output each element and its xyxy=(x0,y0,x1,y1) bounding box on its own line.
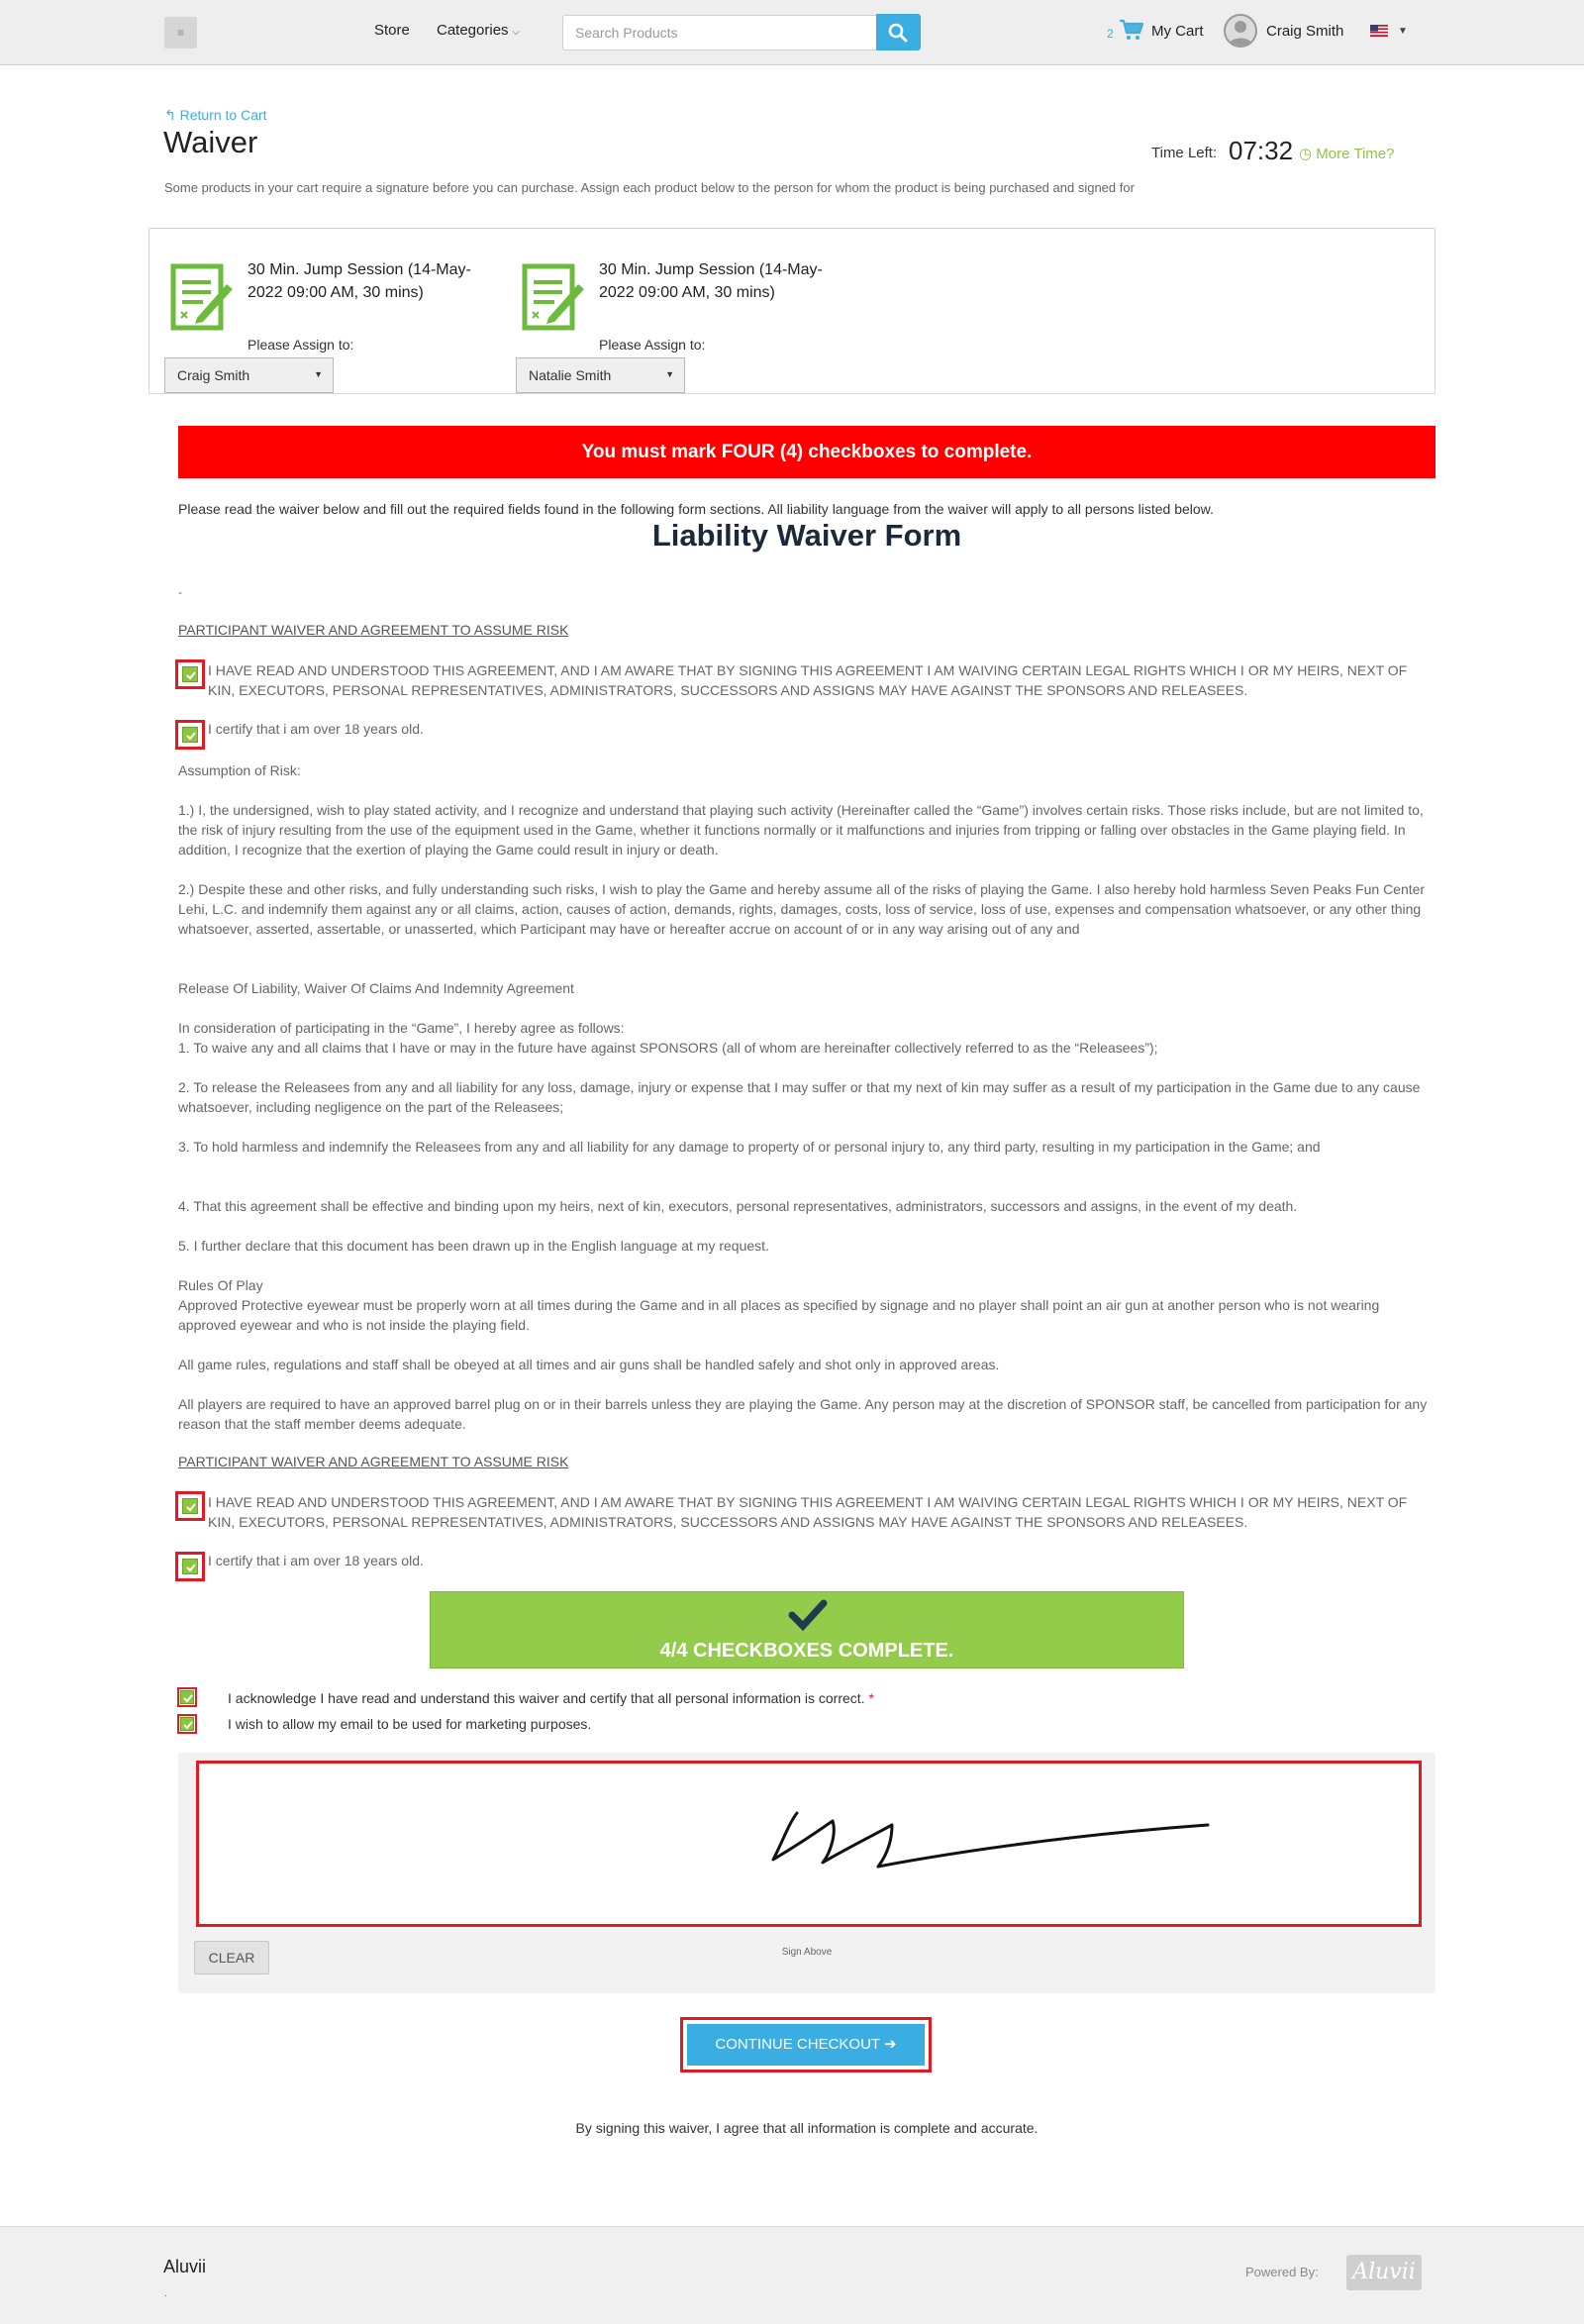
form-title: Liability Waiver Form xyxy=(651,518,962,553)
sign-above-label: Sign Above xyxy=(781,1947,833,1958)
search-input[interactable] xyxy=(562,15,877,51)
age-checkbox-1[interactable] xyxy=(175,720,205,750)
more-time-link[interactable] xyxy=(1299,145,1394,162)
waiver-paragraph-1: 1.) I, the undersigned, wish to play stated activity, and I recognize and understand that playing such activity (Hereinafter called the “Game”) involves certain risks. Those risks include, but are not limited to, the risk of injury resulting from the use of the equipment used in the Game, whether it functions normally or it malfunctions and injuries from tripping or falling over obstacles in the Game playing field. In addition, I recognize that the exertion of playing the Game could result in injury or death. xyxy=(178,802,1424,858)
site-footer xyxy=(0,2226,1584,2324)
assignee-select[interactable] xyxy=(164,357,334,393)
check-icon xyxy=(185,1501,197,1513)
waiver-item-3: 3. To hold harmless and indemnify the Releasees from any and all liability for any damage to property of or personal injury to, any third party, resulting in my participation in the Game; and xyxy=(178,1139,1321,1155)
rules-paragraph-1: Approved Protective eyewear must be properly worn at all times during the Game and in all places as specified by signage and no player shall point an air gun at another person who is not wearing approved eyewear and who is not inside the playing field. xyxy=(178,1297,1380,1333)
certify-age-text: I certify that i am over 18 years old. xyxy=(208,721,424,737)
return-to-cart-label: Return to Cart xyxy=(179,107,267,123)
product-title: 30 Min. Jump Session (14-May-2022 09:00 AM, 30 mins) xyxy=(248,261,471,301)
nav-categories-label: Categories xyxy=(437,22,509,39)
product-assignment-panel xyxy=(148,228,1436,394)
check-icon xyxy=(185,1562,197,1573)
check-icon xyxy=(182,1692,194,1704)
waiver-paragraph-2: 2.) Despite these and other risks, and fully understanding such risks, I wish to play the Game and hereby assume all of the risks of playing the Game. I also hereby hold harmless Seven Peaks Fun Center Lehi, L.C. and indemnify them against any or all claims, action, causes of action, demands, rights, damages, costs, loss of service, loss of use, expenses and compensation whatsoever, or any other thing whatsoever, asserted, assertable, or unasserted, which Participant may have or hereafter accrue on account of or in any way arising out of any and xyxy=(178,881,1426,937)
checkboxes-complete-banner xyxy=(430,1591,1184,1668)
page-title: Waiver xyxy=(163,125,258,159)
checkbox-checked xyxy=(182,1498,198,1514)
search-icon xyxy=(888,23,908,43)
assignee-select[interactable] xyxy=(516,357,685,393)
release-heading: Release Of Liability, Waiver Of Claims And Indemnity Agreement xyxy=(178,980,574,996)
acknowledge-label: I acknowledge I have read and understand this waiver and certify that all personal information is correct. xyxy=(228,1690,865,1706)
agreement-footer-note: By signing this waiver, I agree that all information is complete and accurate. xyxy=(575,2120,1039,2136)
select-caret-icon: ▼ xyxy=(314,369,323,379)
signature-pad[interactable] xyxy=(196,1761,1422,1927)
my-cart-link[interactable]: My Cart xyxy=(1151,23,1204,40)
user-name-link[interactable]: Craig Smith xyxy=(1266,23,1344,40)
acknowledge-text xyxy=(228,1690,874,1706)
chevron-down-icon: ⌵ xyxy=(512,27,521,38)
assumption-heading: Assumption of Risk: xyxy=(178,762,301,778)
check-icon xyxy=(185,730,197,742)
continue-checkout-button[interactable] xyxy=(687,2024,925,2066)
checkbox-checked xyxy=(182,727,198,743)
read-waiver-note: Please read the waiver below and fill out the required fields found in the following form sections. All liability language from the waiver will apply to all persons listed below. xyxy=(178,501,1214,517)
signature-panel xyxy=(178,1753,1436,1993)
avatar[interactable] xyxy=(1224,14,1257,48)
hamburger-menu-button[interactable]: ≡ xyxy=(164,17,197,49)
return-to-cart-link[interactable] xyxy=(164,107,267,124)
footer-brand: Aluvii xyxy=(163,2257,207,2276)
checkmark-icon xyxy=(788,1598,828,1632)
countdown-timer: 07:32 xyxy=(1229,136,1294,165)
rules-paragraph-2: All game rules, regulations and staff shall be obeyed at all times and air guns shall be handled safely and shot only in approved areas. xyxy=(178,1357,1000,1372)
waiver-document-icon xyxy=(169,262,235,334)
checkbox-checked xyxy=(180,1690,194,1704)
rules-heading: Rules Of Play xyxy=(178,1277,263,1293)
agreement-checkbox-1[interactable] xyxy=(175,659,205,689)
agreement-checkbox-2[interactable] xyxy=(175,1491,205,1521)
marketing-text: I wish to allow my email to be used for marketing purposes. xyxy=(228,1716,592,1732)
continue-checkout-label: CONTINUE CHECKOUT xyxy=(715,2036,880,2053)
dash-separator: - xyxy=(178,585,182,599)
us-flag-icon[interactable] xyxy=(1370,25,1388,37)
cart-icon[interactable] xyxy=(1119,18,1144,42)
nav-store-link[interactable]: Store xyxy=(374,22,410,39)
assignee-value: Natalie Smith xyxy=(529,367,612,383)
section-heading: PARTICIPANT WAIVER AND AGREEMENT TO ASSUME RISK xyxy=(178,622,569,638)
product-title: 30 Min. Jump Session (14-May-2022 09:00 AM, 30 mins) xyxy=(599,261,823,301)
cart-count-badge: 2 xyxy=(1107,27,1114,41)
clock-icon: ◷ xyxy=(1299,146,1313,162)
top-navbar xyxy=(0,0,1584,65)
aluvii-logo[interactable]: Aluvii xyxy=(1346,2255,1422,2290)
user-icon xyxy=(1226,16,1255,46)
assign-label: Please Assign to: xyxy=(248,337,354,353)
check-icon xyxy=(185,669,197,681)
assign-label: Please Assign to: xyxy=(599,337,706,353)
age-checkbox-2[interactable] xyxy=(175,1552,205,1581)
search-button[interactable] xyxy=(876,14,921,51)
rules-paragraph-3: All players are required to have an approved barrel plug on or in their barrels unless they are playing the Game. Any person may at the discretion of SPONSOR staff, be cancelled from participation for any reason that the staff member deems adequate. xyxy=(178,1396,1428,1432)
waiver-document-icon xyxy=(521,262,586,334)
checkbox-checked xyxy=(182,666,198,682)
intro-text: Some products in your cart require a signature before you can purchase. Assign each product below to the person for whom the product is being purchased and signed for xyxy=(164,180,1135,195)
complete-text: 4/4 CHECKBOXES COMPLETE. xyxy=(659,1640,954,1662)
select-caret-icon: ▼ xyxy=(665,369,674,379)
checkbox-checked xyxy=(180,1717,194,1731)
consideration-text: In consideration of participating in the “Game”, I hereby agree as follows: xyxy=(178,1020,625,1036)
acknowledge-checkbox[interactable] xyxy=(177,1687,197,1707)
more-time-label: More Time? xyxy=(1316,146,1395,162)
checkout-highlight xyxy=(680,2017,932,2072)
checkbox-checked xyxy=(182,1559,198,1574)
checkbox-requirement-alert: You must mark FOUR (4) checkboxes to complete. xyxy=(178,426,1436,478)
section-heading: PARTICIPANT WAIVER AND AGREEMENT TO ASSUME RISK xyxy=(178,1454,569,1469)
certify-age-text: I certify that i am over 18 years old. xyxy=(208,1553,424,1568)
clear-signature-button[interactable]: CLEAR xyxy=(194,1941,269,1974)
language-caret-icon[interactable]: ▼ xyxy=(1398,26,1408,37)
waiver-item-4: 4. That this agreement shall be effective and binding upon my heirs, next of kin, executors, personal representatives, administrators, successors and assigns, in the event of my death. xyxy=(178,1198,1298,1214)
agreement-text: I HAVE READ AND UNDERSTOOD THIS AGREEMENT, AND I AM AWARE THAT BY SIGNING THIS AGREEMENT I AM WAIVING CERTAIN LEGAL RIGHTS WHICH I OR MY HEIRS, NEXT OF KIN, EXECUTORS, PERSONAL REPRESENTATIVES, ADMINISTRATORS, SUCCESSORS AND ASSIGNS MAY HAVE AGAINST THE SPONSORS AND RELEASEES. xyxy=(208,1494,1408,1530)
assignee-value: Craig Smith xyxy=(177,367,250,383)
waiver-item-1: 1. To waive any and all claims that I have or may in the future have against SPONSORS (all of whom are hereinafter collectively referred to as the “Releasees”); xyxy=(178,1040,1158,1056)
signature-stroke xyxy=(199,1764,1419,1924)
arrow-right-icon: ➔ xyxy=(884,2036,897,2053)
time-left-label: Time Left: xyxy=(1151,145,1218,161)
powered-by-label: Powered By: xyxy=(1245,2265,1319,2279)
nav-categories-dropdown[interactable] xyxy=(437,22,520,39)
footer-dot: . xyxy=(164,2288,167,2299)
waiver-item-2: 2. To release the Releasees from any and all liability for any loss, damage, injury or expense that I may suffer or that my next of kin may suffer as a result of my participation in the Game due to any cause whatsoever, including negligence on the part of the Releasees; xyxy=(178,1079,1421,1115)
required-asterisk: * xyxy=(868,1690,874,1706)
return-arrow-icon: ↰ xyxy=(164,107,176,123)
waiver-item-5: 5. I further declare that this document has been drawn up in the English language at my request. xyxy=(178,1238,769,1254)
agreement-text: I HAVE READ AND UNDERSTOOD THIS AGREEMENT, AND I AM AWARE THAT BY SIGNING THIS AGREEMENT I AM WAIVING CERTAIN LEGAL RIGHTS WHICH I OR MY HEIRS, NEXT OF KIN, EXECUTORS, PERSONAL REPRESENTATIVES, ADMINISTRATORS, SUCCESSORS AND ASSIGNS MAY HAVE AGAINST THE SPONSORS AND RELEASEES. xyxy=(208,662,1408,698)
check-icon xyxy=(182,1719,194,1731)
marketing-checkbox[interactable] xyxy=(177,1714,197,1734)
